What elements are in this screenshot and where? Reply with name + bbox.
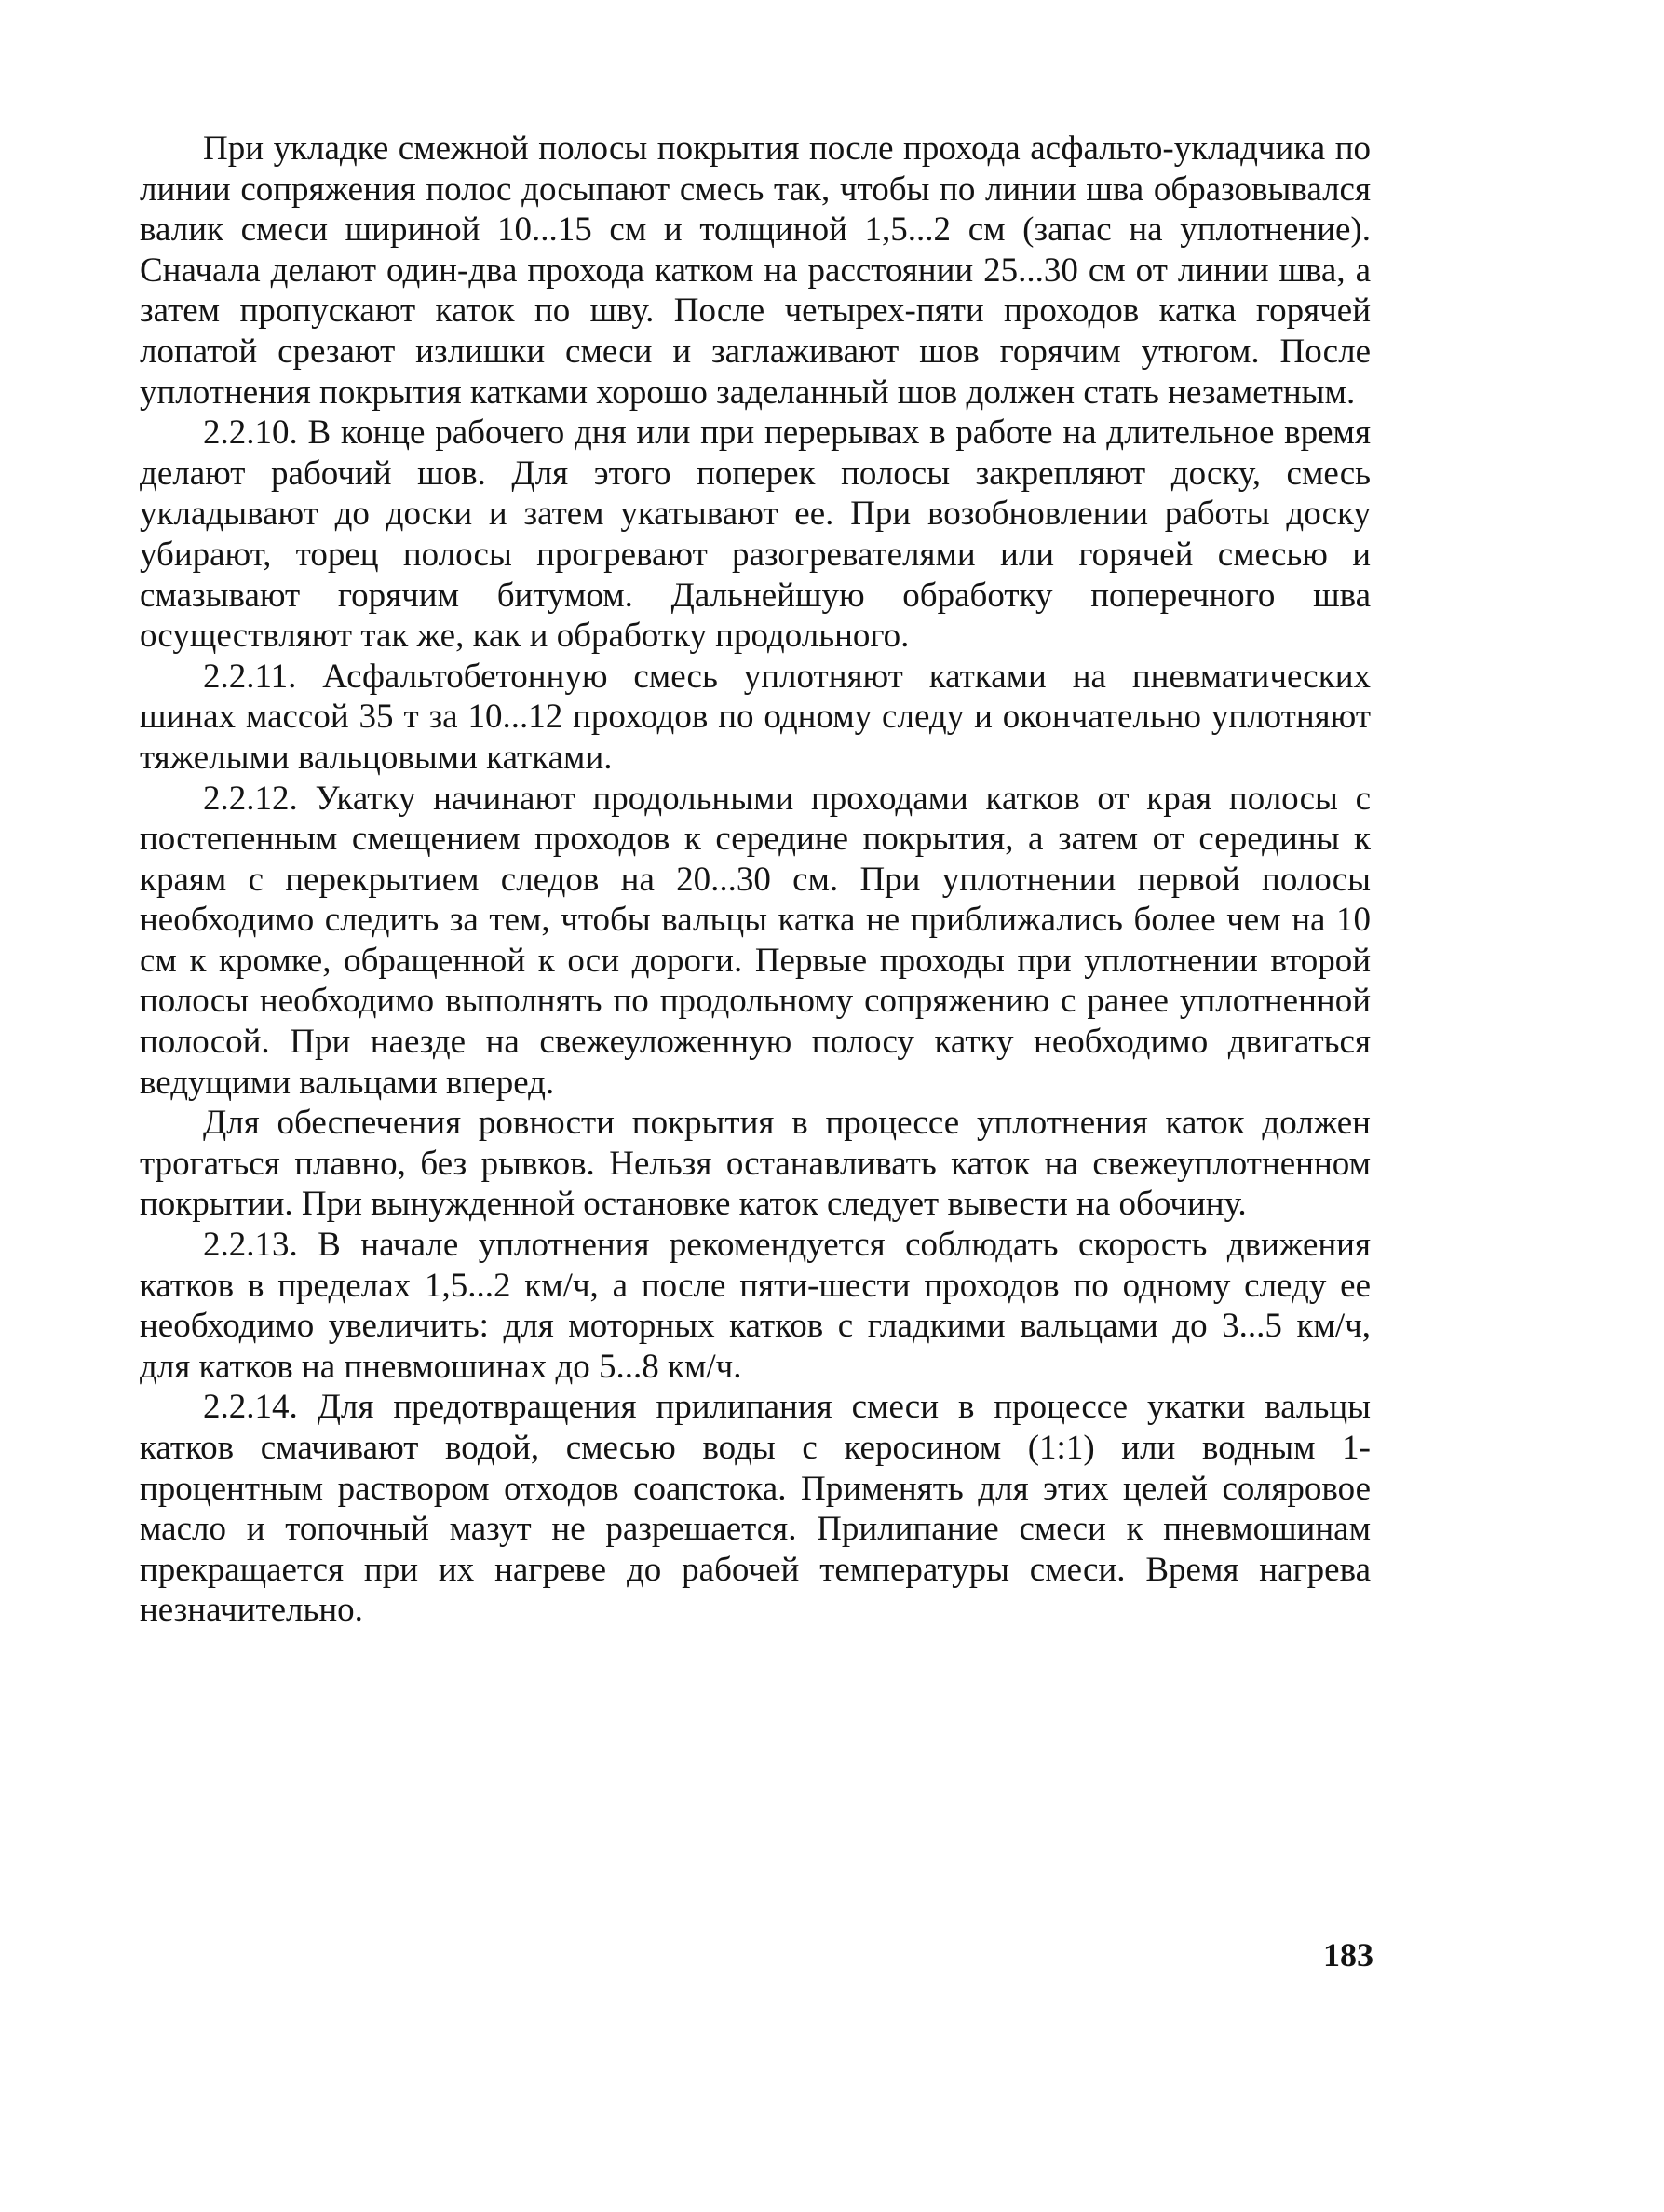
paragraph-2-2-11: 2.2.11. Асфальтобетонную смесь уплотняют катками на пневматических шинах массой 35 т за 10...12 проходов по одному следу и окончательно уплотняют тяжелыми вальцовыми катками. (140, 657, 1371, 777)
paragraph-seam-overlap: При укладке смежной полосы покрытия после прохода асфальто-укладчика по линии сопряжения полос досыпают смесь так, чтобы по линии шва образовывался валик смеси шириной 10...15 см и толщиной 1,5...2 см (запас на уплотнение). Сначала делают один-два прохода катком на расстоянии 25...30 см от линии шва, а затем пропускают каток по шву. После четырех-пяти проходов катка горячей лопатой срезают излишки смеси и заглаживают шов горячим утюгом. После уплотнения покрытия катками хорошо заделанный шов должен стать незаметным. (140, 129, 1371, 412)
paragraph-2-2-10: 2.2.10. В конце рабочего дня или при перерывах в работе на длительное время делают рабочий шов. Для этого поперек полосы закрепляют доску, смесь укладывают до доски и затем укатывают ее. При возобновлении работы доску убирают, торец полосы прогревают разогревателями или горячей смесью и смазывают горячим битумом. Дальнейшую обработку поперечного шва осуществляют так же, как и обработку продольного. (140, 414, 1371, 656)
page-text-column (140, 129, 1371, 1631)
page-number: 183 (1323, 1936, 1373, 1974)
paragraph-2-2-14: 2.2.14. Для предотвращения прилипания смеси в процессе укатки вальцы катков смачивают водой, смесью воды с керосином (1:1) или водным 1-процентным раствором отходов соапстока. Применять для этих целей соляровое масло и топочный мазут не разрешается. Прилипание смеси к пневмошинам прекращается при их нагреве до рабочей температуры смеси. Время нагрева незначительно. (140, 1388, 1371, 1630)
paragraph-2-2-12: 2.2.12. Укатку начинают продольными проходами катков от края полосы с постепенным смещением проходов к середине покрытия, а затем от середины к краям с перекрытием следов на 20...30 см. При уплотнении первой полосы необходимо следить за тем, чтобы вальцы катка не приближались более чем на 10 см к кромке, обращенной к оси дороги. Первые проходы при уплотнении второй полосы необходимо выполнять по продольному сопряжению с ранее уплотненной полосой. При наезде на свежеуложенную полосу катку необходимо двигаться ведущими вальцами вперед. (140, 779, 1371, 1102)
paragraph-2-2-13: 2.2.13. В начале уплотнения рекомендуется соблюдать скорость движения катков в пределах 1,5...2 км/ч, а после пяти-шести проходов по одному следу ее необходимо увеличить: для моторных катков с гладкими вальцами до 3...5 км/ч, для катков на пневмошинах до 5...8 км/ч. (140, 1226, 1371, 1386)
paragraph-evenness: Для обеспечения ровности покрытия в процессе уплотнения каток должен трогаться плавно, без рывков. Нельзя останавливать каток на свежеуплотненном покрытии. При вынужденной остановке каток следует вывести на обочину. (140, 1104, 1371, 1224)
